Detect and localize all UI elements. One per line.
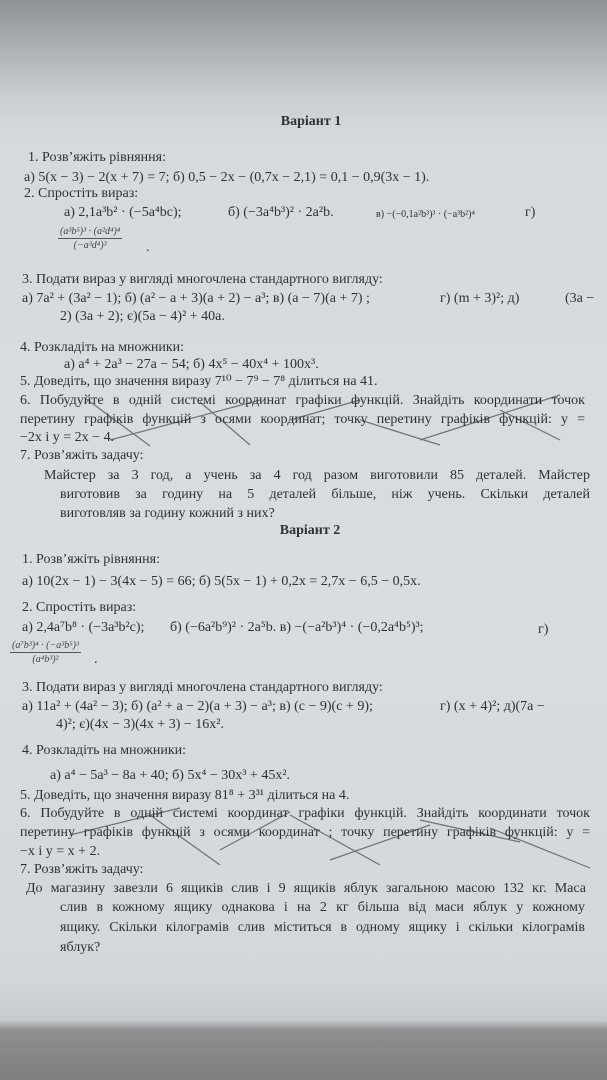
variant2-text-line: г) (x + 4)²; д)(7a −: [440, 699, 545, 714]
variant-2-title: Варіант 2: [279, 523, 341, 538]
variant1-text-line: 4. Розкладіть на множники:: [20, 340, 185, 355]
variant1-text-line: 2. Спростіть вираз:: [24, 186, 139, 201]
variant2-text-line: 3. Подати вираз у вигляді многочлена стандартного вигляду:: [22, 680, 383, 695]
variant1-text-line: перетину графіків функцій з осями координат; точку перетину графіків функцій: y =: [20, 412, 585, 427]
variant2-text-line: яблук?: [60, 940, 101, 955]
variant2-text-line: а) 10(2x − 1) − 3(4x − 5) = 66; б) 5(5x − 1) + 0,2x = 2,7x − 6,5 − 0,5x.: [22, 574, 421, 589]
variant1-text-line: а) 7a² + (3a² − 1); б) (a² − a + 3)(a + 2) − a³; в) (a − 7)(a + 7) ;: [22, 291, 370, 306]
variant1-text-line: г) (m + 3)²; д): [440, 291, 520, 306]
variant1-text-line: а) 2,1a³b² · (−5a⁴bc);: [64, 205, 182, 220]
variant-2-fraction: [10, 640, 81, 665]
variant2-text-line: −x і y = x + 2.: [20, 844, 101, 859]
variant2-text-line: а) 2,4a⁷b⁸ · (−3a³b²c);: [22, 620, 145, 635]
variant1-text-line: 7. Розв’яжіть задачу:: [20, 448, 144, 463]
variant1-text-line: Майстер за 3 год, а учень за 4 год разом виготовили 85 деталей. Майстер: [44, 468, 590, 483]
fraction-numerator: (a⁷b³)⁴ · (−a³b⁵)³: [12, 640, 79, 651]
variant2-text-line: б) (−6a²b⁹)² · 2a⁵b. в) −(−a²b³)⁴ · (−0,2a⁴b⁵)³;: [170, 620, 424, 635]
variant2-text-line: перетину графіків функцій з осями координат ; точку перетину графіків функцій: y =: [20, 825, 590, 840]
fraction-denominator: (a⁴b³)²: [32, 654, 59, 665]
variant1-text-line: 2) (3a + 2); є)(5a − 4)² + 40a.: [60, 309, 225, 324]
variant2-text-line: 6. Побудуйте в одній системі координат графіки функцій. Знайдіть координати точок: [20, 806, 590, 821]
variant2-text-line: г): [538, 622, 549, 637]
variant1-text-line: в) −(−0,1a²b³)³ · (−a³b²)⁴: [376, 209, 475, 220]
variant-1-fraction: [58, 226, 122, 251]
variant2-text-line: слив в кожному ящику однакова і на 2 кг більша від маси яблук у кожному: [60, 900, 585, 915]
variant1-text-line: виготовив за годину на 5 деталей більше, ніж учень. Скільки деталей: [60, 487, 590, 502]
variant2-text-line: а) 11a² + (4a² − 3); б) (a² + a − 2)(a + 3) − a³; в) (c − 9)(c + 9);: [22, 699, 373, 714]
variant1-text-line: а) 5(x − 3) − 2(x + 7) = 7; б) 0,5 − 2x − (0,7x − 2,1) = 0,1 − 0,9(3x − 1).: [24, 170, 430, 185]
variant1-text-line: −2x і y = 2x − 4.: [20, 430, 115, 445]
variant1-text-line: (3a −: [565, 291, 595, 306]
fraction-period: .: [94, 652, 98, 667]
variant2-text-line: ящику. Скільки кілограмів слив міститься в одному ящику і скільки кілограмів: [60, 920, 585, 935]
variant2-text-line: До магазину завезли 6 ящиків слив і 9 ящиків яблук загальною масою 132 кг. Маса: [26, 881, 586, 896]
variant2-text-line: 4)²; є)(4x − 3)(4x + 3) − 16x².: [56, 717, 224, 732]
variant1-text-line: 6. Побудуйте в одній системі координат графіки функцій. Знайдіть координати точок: [20, 393, 585, 408]
variant2-text-line: 7. Розв’яжіть задачу:: [20, 862, 144, 877]
variant1-text-line: а) a⁴ + 2a³ − 27a − 54; б) 4x⁵ − 40x⁴ + 100x³.: [64, 357, 319, 372]
variant1-text-line: виготовляв за годину кожний з них?: [60, 506, 275, 521]
variant2-text-line: 2. Спростіть вираз:: [22, 600, 137, 615]
fraction-period: .: [146, 240, 150, 255]
variant1-text-line: 5. Доведіть, що значення виразу 7¹⁰ − 7⁹ − 7⁸ ділиться на 41.: [20, 374, 378, 389]
variant2-text-line: 5. Доведіть, що значення виразу 81⁸ + 3³¹ ділиться на 4.: [20, 788, 350, 803]
variant1-text-line: б) (−3a⁴b³)² · 2a²b.: [228, 205, 334, 220]
variant1-text-line: г): [525, 205, 536, 220]
variant-1-title: Варіант 1: [280, 114, 342, 129]
variant2-text-line: а) a⁴ − 5a³ − 8a + 40; б) 5x⁴ − 30x³ + 45x².: [50, 768, 291, 783]
variant1-text-line: 3. Подати вираз у вигляді многочлена стандартного вигляду:: [22, 272, 383, 287]
fraction-numerator: (a³b⁵)³ · (a²d⁴)⁴: [60, 226, 121, 237]
fraction-denominator: (−a³d⁴)³: [73, 240, 107, 251]
variant1-text-line: 1. Розв’яжіть рівняння:: [28, 150, 166, 165]
variant2-text-line: 4. Розкладіть на множники:: [22, 743, 187, 758]
variant2-text-line: 1. Розв’яжіть рівняння:: [22, 552, 160, 567]
